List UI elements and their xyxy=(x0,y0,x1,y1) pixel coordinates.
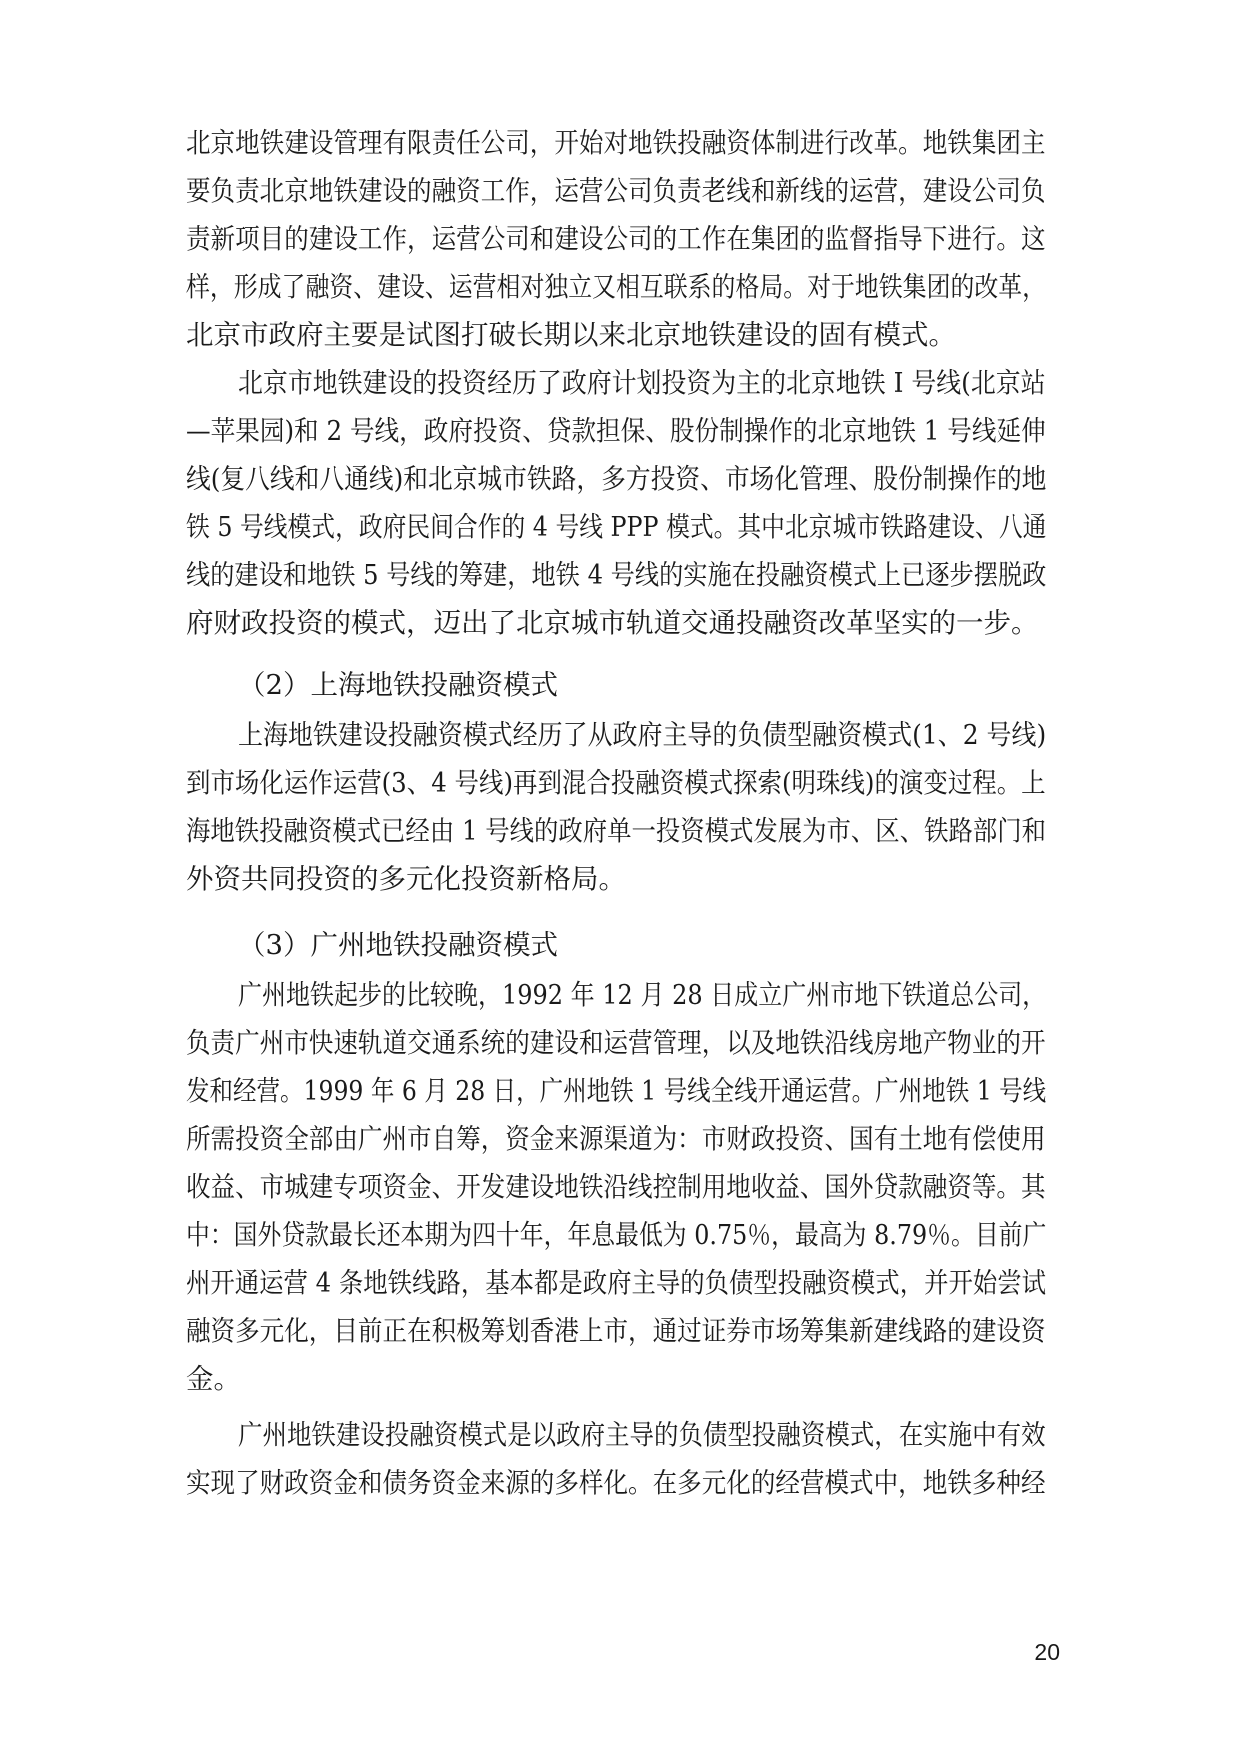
paragraph-line: 府财政投资的模式，迈出了北京城市轨道交通投融资改革坚实的一步。 xyxy=(186,607,1039,639)
paragraph-line: 上海地铁建设投融资模式经历了从政府主导的负债型融资模式(1、2 号线) xyxy=(238,719,1047,751)
paragraph-line: 到市场化运作运营(3、4 号线)再到混合投融资模式探索(明珠线)的演变过程。上 xyxy=(186,767,1046,799)
paragraph-line: 州开通运营 4 条地铁线路，基本都是政府主导的负债型投融资模式，并开始尝试 xyxy=(186,1267,1046,1299)
paragraph-line: 线(复八线和八通线)和北京城市铁路，多方投资、市场化管理、股份制操作的地 xyxy=(186,463,1047,495)
paragraph-line: 样，形成了融资、建设、运营相对独立又相互联系的格局。对于地铁集团的改革， xyxy=(186,271,1047,303)
paragraph-line: 铁 5 号线模式，政府民间合作的 4 号线 PPP 模式。其中北京城市铁路建设、八通 xyxy=(186,511,1047,543)
paragraph-line: 实现了财政资金和债务资金来源的多样化。在多元化的经营模式中，地铁多种经 xyxy=(186,1467,1046,1499)
paragraph-line: 负责广州市快速轨道交通系统的建设和运营管理，以及地铁沿线房地产物业的开 xyxy=(186,1027,1046,1059)
paragraph-line: 外资共同投资的多元化投资新格局。 xyxy=(186,863,626,895)
paragraph-line: 所需投资全部由广州市自筹，资金来源渠道为：市财政投资、国有土地有偿使用 xyxy=(186,1123,1046,1155)
paragraph-line: 收益、市城建专项资金、开发建设地铁沿线控制用地收益、国外贷款融资等。其 xyxy=(186,1171,1046,1203)
paragraph-line: 北京地铁建设管理有限责任公司，开始对地铁投融资体制进行改革。地铁集团主 xyxy=(186,127,1046,159)
paragraph-line: 海地铁投融资模式已经由 1 号线的政府单一投资模式发展为市、区、铁路部门和 xyxy=(186,815,1046,847)
paragraph-line: 北京市政府主要是试图打破长期以来北京地铁建设的固有模式。 xyxy=(186,319,956,351)
paragraph-line: 发和经营。1999 年 6 月 28 日，广州地铁 1 号线全线开通运营。广州地铁 1 号线 xyxy=(186,1075,1047,1107)
paragraph-line: 中：国外贷款最长还本期为四十年，年息最低为 0.75％，最高为 8.79％。目前广 xyxy=(186,1219,1047,1251)
paragraph-line: 责新项目的建设工作，运营公司和建设公司的工作在集团的监督指导下进行。这 xyxy=(186,223,1046,255)
paragraph-line: 金。 xyxy=(186,1363,241,1395)
paragraph-line: 要负责北京地铁建设的融资工作，运营公司负责老线和新线的运营，建设公司负 xyxy=(186,175,1046,207)
paragraph-line: 融资多元化，目前正在积极筹划香港上市，通过证券市场筹集新建线路的建设资 xyxy=(186,1315,1046,1347)
paragraph-line: 北京市地铁建设的投资经历了政府计划投资为主的北京地铁 I 号线(北京站 xyxy=(238,367,1046,399)
paragraph-line: —苹果园)和 2 号线，政府投资、贷款担保、股份制操作的北京地铁 1 号线延伸 xyxy=(186,415,1046,447)
section-heading: （2）上海地铁投融资模式 xyxy=(238,669,558,701)
paragraph-line: 广州地铁建设投融资模式是以政府主导的负债型投融资模式，在实施中有效 xyxy=(238,1419,1046,1451)
page-number: 20 xyxy=(1034,1639,1060,1665)
paragraph-line: 线的建设和地铁 5 号线的筹建，地铁 4 号线的实施在投融资模式上已逐步摆脱政 xyxy=(186,559,1047,591)
paragraph-line: 广州地铁起步的比较晚，1992 年 12 月 28 日成立广州市地下铁道总公司， xyxy=(238,979,1047,1011)
section-heading: （3）广州地铁投融资模式 xyxy=(238,929,558,961)
